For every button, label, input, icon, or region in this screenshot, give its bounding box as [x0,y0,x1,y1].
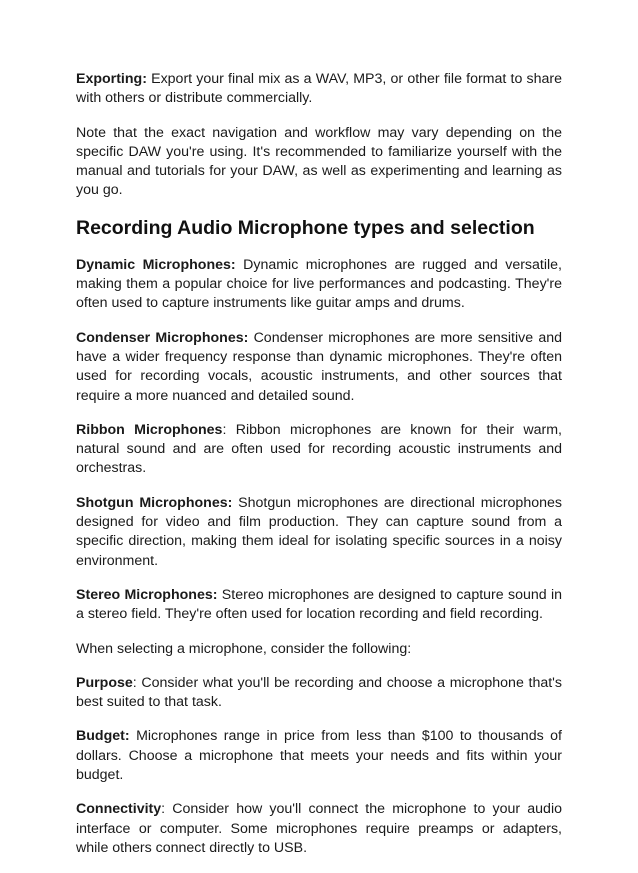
paragraph-text: : Consider how you'll connect the microphone to your audio interface or computer. Some microphones require preamps or adapters, while others connect directly to USB. [76,801,562,856]
paragraph-text: Note that the exact navigation and workflow may vary depending on the specific DAW you're using. It's recommended to familiarize yourself with the manual and tutorials for your DAW, as well as experimenting and learning as you go. [76,124,562,199]
paragraph-condenser-microphones [76,329,562,406]
paragraph-text: Export your final mix as a WAV, MP3, or other file format to share with others or distribute commercially. [76,71,562,107]
section-heading: Recording Audio Microphone types and selection [76,216,535,239]
paragraph-lead: Condenser Microphones: [76,329,249,346]
paragraph-text: : Consider what you'll be recording and choose a microphone that's best suited to that task. [76,674,562,711]
paragraph-lead: Budget: [76,728,130,745]
document-page [76,70,562,873]
paragraph-lead: Stereo Microphones: [76,586,218,603]
paragraph-stereo-microphones [76,586,562,625]
paragraph-selection-intro: When selecting a microphone, consider the following: [76,640,412,657]
paragraph-text: Condenser microphones are more sensitive and have a wider frequency response than dynamic microphones. They're often used for recording vocals, acoustic instruments, and other sources that require a more nuanced and detailed sound. [76,329,562,404]
paragraph-lead: Dynamic Microphones: [76,256,236,273]
paragraph-text: : Ribbon microphones are known for their warm, natural sound and are often used for recording acoustic instruments and orchestras. [76,421,562,477]
paragraph-budget [76,727,562,785]
paragraph-lead: Ribbon Microphones [76,421,223,438]
paragraph-connectivity [76,800,562,858]
paragraph-lead: Connectivity [76,801,162,818]
paragraph-shotgun-microphones [76,494,562,571]
paragraph-lead: Shotgun Microphones: [76,494,233,511]
paragraph-ribbon-microphones [76,421,562,479]
paragraph-note [76,124,562,201]
paragraph-text: Shotgun microphones are directional microphones designed for video and film production. They can capture sound from a specific direction, making them ideal for isolating specific sources in a noisy environment. [76,494,562,569]
paragraph-lead: Purpose [76,674,133,691]
paragraph-text: Microphones range in price from less than $100 to thousands of dollars. Choose a microphone that meets your needs and fits within your budget. [76,728,562,784]
paragraph-text: Stereo microphones are designed to capture sound in a stereo field. They're often used for location recording and field recording. [76,586,562,623]
paragraph-exporting [76,70,562,109]
paragraph-lead: Exporting: [76,71,147,87]
paragraph-text: Dynamic microphones are rugged and versatile, making them a popular choice for live performances and podcasting. They're often used to capture instruments like guitar amps and drums. [76,256,562,312]
paragraph-purpose [76,674,562,713]
paragraph-dynamic-microphones [76,256,562,314]
